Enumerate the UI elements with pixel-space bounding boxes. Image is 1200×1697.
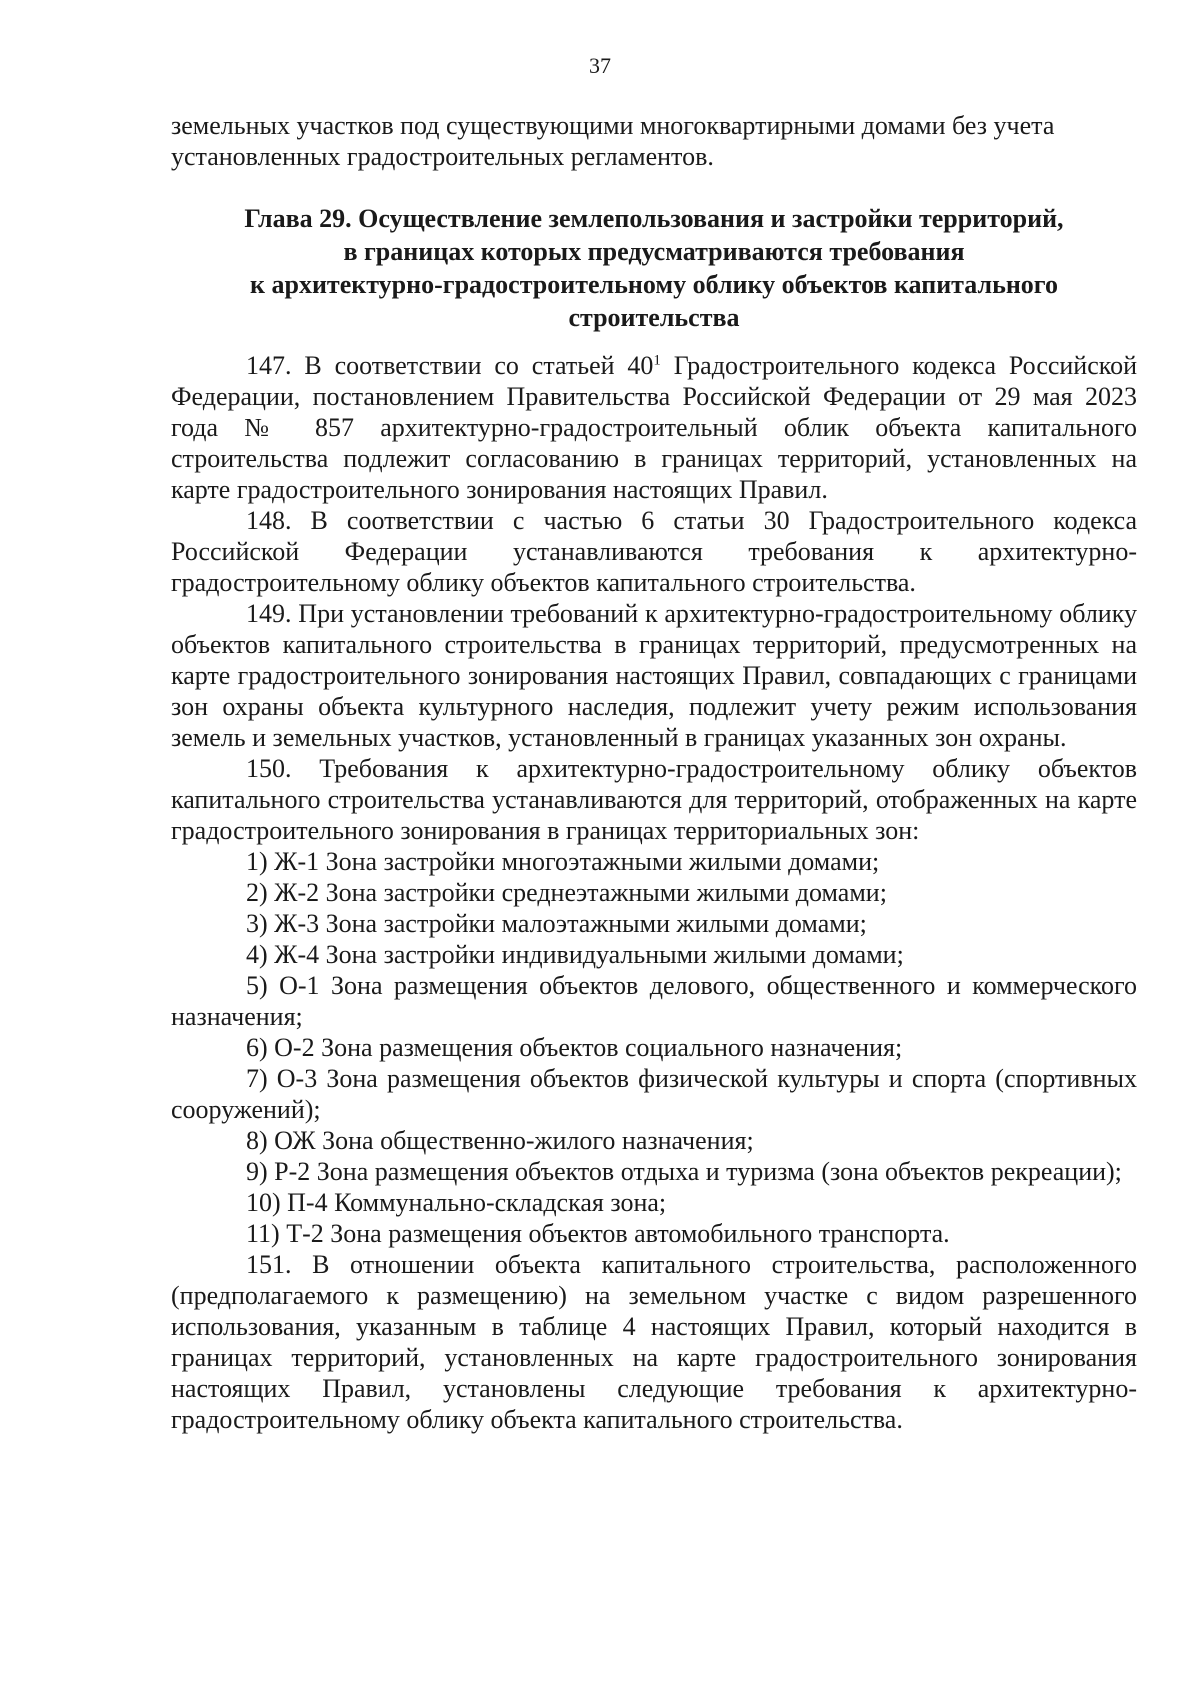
chapter-heading-line-1: Глава 29. Осуществление землепользования и застройки территорий, (244, 204, 1064, 233)
zone-list-item: 8) ОЖ Зона общественно-жилого назначения; (246, 1126, 754, 1155)
zone-list-item: 9) Р-2 Зона размещения объектов отдыха и туризма (зона объектов рекреации); (246, 1157, 1122, 1186)
article-superscript: 1 (653, 352, 661, 369)
zone-list-item: 3) Ж-3 Зона застройки малоэтажными жилыми домами; (246, 909, 867, 938)
chapter-heading-line-2: в границах которых предусматриваются требования (343, 237, 965, 266)
zone-list-item: 4) Ж-4 Зона застройки индивидуальными жилыми домами; (246, 940, 904, 969)
zone-list-item: 7) О-3 Зона размещения объектов физической культуры и спорта (спортивных сооружений); (171, 1064, 1137, 1124)
zone-list-item: 5) О-1 Зона размещения объектов делового, общественного и коммерческого назначения; (171, 971, 1137, 1031)
zone-list-item: 2) Ж-2 Зона застройки среднеэтажными жилыми домами; (246, 878, 887, 907)
chapter-heading-line-4: строительства (568, 303, 740, 332)
zone-list-item: 1) Ж-1 Зона застройки многоэтажными жилыми домами; (246, 847, 880, 876)
chapter-heading-line-3: к архитектурно-градостроительному облику объектов капитального (250, 270, 1058, 299)
zone-list-item: 6) О-2 Зона размещения объектов социального назначения; (246, 1033, 903, 1062)
zone-list-item: 10) П-4 Коммунально-складская зона; (246, 1188, 667, 1217)
intro-paragraph: земельных участков под существующими многоквартирными домами без учета установленных градостроительных регламентов. (171, 111, 1055, 171)
paragraph-147 (171, 350, 1137, 505)
chapter-heading (171, 202, 1137, 334)
paragraph-150: 150. Требования к архитектурно-градостроительному облику объектов капитального строительства устанавливаются для территорий, отображенных на карте градостроительного зонирования в границах территориальных зон: (171, 754, 1137, 845)
paragraph-149: 149. При установлении требований к архитектурно-градостроительному облику объектов капитального строительства в границах территорий, предусмотренных на карте градостроительного зонирования настоящих Правил, совпадающих с границами зон охраны объекта культурного наследия, подлежит учету режим использования земель и земельных участков, установленный в границах указанных зон охраны. (171, 599, 1137, 752)
page-number: 37 (589, 53, 611, 78)
document-body (171, 110, 1137, 1435)
paragraph-147-lead: 147. В соответствии со статьей 40 (246, 351, 654, 380)
zone-list-item: 11) Т-2 Зона размещения объектов автомобильного транспорта. (246, 1219, 950, 1248)
paragraph-148: 148. В соответствии с частью 6 статьи 30 Градостроительного кодекса Российской Федерации устанавливаются требования к архитектурно-градостроительному облику объектов капитального строительства. (171, 506, 1137, 597)
paragraph-151: 151. В отношении объекта капитального строительства, расположенного (предполагаемого к размещению) на земельном участке с видом разрешенного использования, указанным в таблице 4 настоящих Правил, который находится в границах территорий, установленных на карте градостроительного зонирования настоящих Правил, установлены следующие требования к архитектурно-градостроительному облику объекта капитального строительства. (171, 1250, 1137, 1434)
paragraph-147-rest: Градостроительного кодекса Российской Федерации, постановлением Правительства Российской Федерации от 29 мая 2023 года № 857 архитектурно-градостроительный облик объекта капитального строительства подлежит согласованию в границах территорий, установленных на карте градостроительного зонирования настоящих Правил. (171, 351, 1137, 504)
